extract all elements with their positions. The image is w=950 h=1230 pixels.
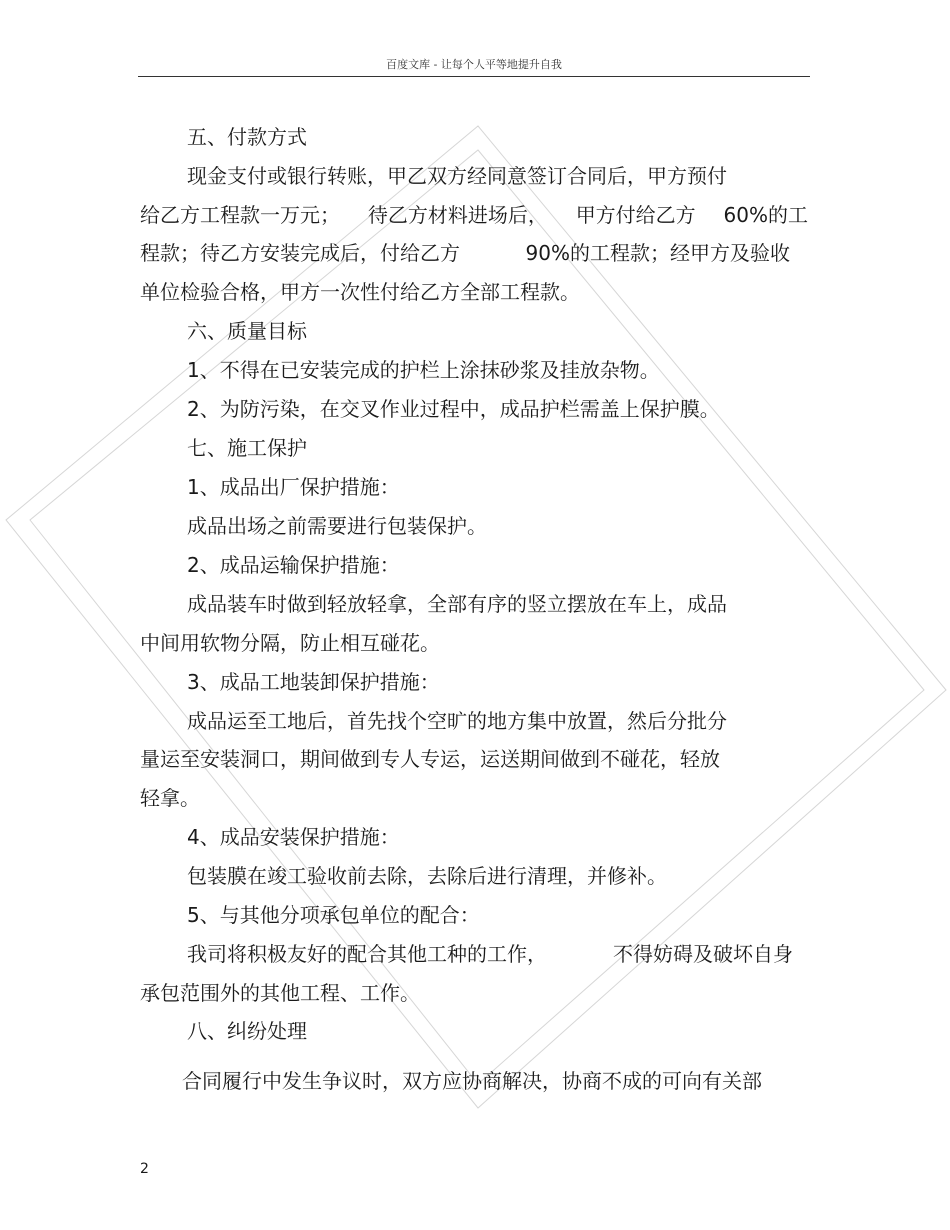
text-segment: 给乙方工程款一万元； — [140, 203, 340, 227]
page-number: 2 — [140, 1161, 149, 1177]
paragraph-line: 承包范围外的其他工程、工作。 — [140, 981, 420, 1005]
paragraph-line-justified — [187, 942, 793, 966]
paragraph-line: 成品装车时做到轻放轻拿，全部有序的竖立摆放在车上，成品 — [187, 592, 727, 616]
section-heading-quality: 六、质量目标 — [187, 319, 307, 343]
list-item: 3、成品工地装卸保护措施： — [187, 670, 440, 694]
text-segment: 60%的工 — [723, 203, 808, 227]
section-heading-dispute: 八、纠纷处理 — [187, 1019, 307, 1043]
page-header — [138, 52, 810, 77]
header-text: 百度文库 - 让每个人平等地提升自我 — [386, 58, 562, 71]
paragraph-line: 合同履行中发生争议时，双方应协商解决，协商不成的可向有关部 — [182, 1069, 762, 1093]
paragraph-line: 包装膜在竣工验收前去除，去除后进行清理，并修补。 — [187, 864, 667, 888]
text-segment: 不得妨碍及破坏自身 — [613, 942, 793, 966]
paragraph-line-justified — [140, 241, 790, 265]
paragraph-line: 成品运至工地后，首先找个空旷的地方集中放置，然后分批分 — [187, 709, 727, 733]
list-item: 1、成品出厂保护措施： — [187, 475, 400, 499]
text-segment: 待乙方材料进场后， — [367, 203, 548, 227]
paragraph-line: 现金支付或银行转账，甲乙双方经同意签订合同后，甲方预付 — [187, 164, 727, 188]
paragraph-line: 中间用软物分隔，防止相互碰花。 — [140, 631, 440, 655]
text-segment: 我司将积极友好的配合其他工种的工作， — [187, 942, 547, 966]
list-item: 2、成品运输保护措施： — [187, 553, 400, 577]
list-item: 1、不得在已安装完成的护栏上涂抹砂浆及挂放杂物。 — [187, 358, 660, 382]
text-segment: 90%的工程款；经甲方及验收 — [525, 241, 790, 265]
section-heading-protection: 七、施工保护 — [187, 436, 307, 460]
paragraph-line-justified — [140, 203, 808, 227]
list-item: 2、为防污染，在交叉作业过程中，成品护栏需盖上保护膜。 — [187, 397, 720, 421]
paragraph-line: 单位检验合格，甲方一次性付给乙方全部工程款。 — [140, 280, 580, 304]
paragraph-line: 量运至安装洞口，期间做到专人专运，运送期间做到不碰花，轻放 — [140, 747, 720, 771]
text-segment: 甲方付给乙方 — [575, 203, 696, 227]
list-item: 4、成品安装保护措施： — [187, 825, 400, 849]
text-segment: 程款；待乙方安装完成后，付给乙方 — [140, 241, 460, 265]
paragraph-line: 成品出场之前需要进行包装保护。 — [187, 514, 487, 538]
section-heading-payment: 五、付款方式 — [187, 125, 307, 149]
list-item: 5、与其他分项承包单位的配合： — [187, 903, 480, 927]
paragraph-line: 轻拿。 — [140, 786, 200, 810]
